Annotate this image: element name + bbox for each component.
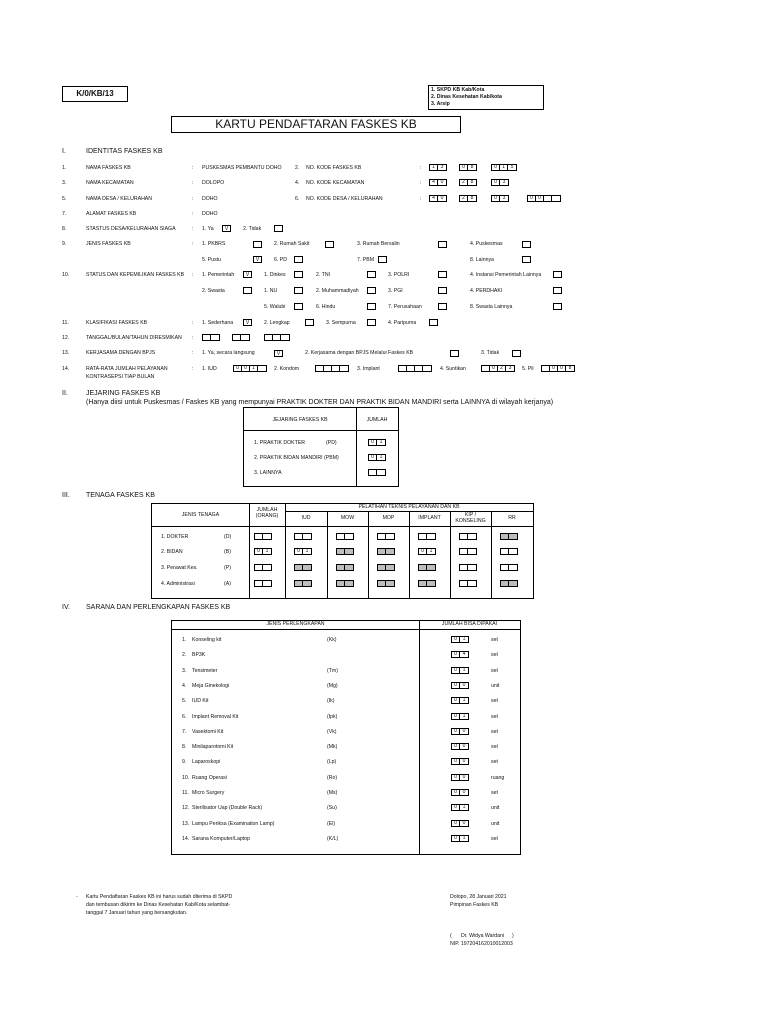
unit-label: unit (491, 820, 500, 827)
column-header: RR (508, 515, 516, 521)
checkbox-pustu[interactable]: V (253, 256, 262, 263)
equipment-name: Minilaparotomi Kit (192, 744, 234, 751)
section-title: JEJARING FASKES KB (86, 390, 161, 397)
jumlah-boxes[interactable]: 0 1 (451, 835, 469, 842)
option-label: 3. POLRI (388, 272, 410, 278)
table-row-label: 2. BIDAN (161, 549, 183, 555)
row-number: 9. (182, 759, 187, 766)
equipment-name: Konseling kit (192, 637, 222, 643)
row-number: 11. (182, 790, 189, 796)
checkbox-ya[interactable]: V (222, 225, 231, 232)
rr-boxes (500, 533, 518, 540)
option-label: 1. NU (264, 288, 278, 294)
field-label: KERJASAMA DENGAN BPJS (86, 350, 156, 356)
equipment-name: Micro Surgery (192, 790, 225, 796)
date-day-boxes[interactable] (202, 334, 220, 341)
option-label: 6. Hindu (316, 304, 336, 310)
jumlah-boxes[interactable]: 0 1 (451, 713, 469, 720)
kip-boxes[interactable] (459, 580, 477, 587)
rr-boxes (500, 580, 518, 587)
checkbox-sederhana[interactable]: V (243, 319, 252, 326)
colon: : (192, 366, 194, 372)
checkbox-instansi-lainnya[interactable] (553, 271, 562, 278)
code-boxes[interactable]: 0 3 (491, 179, 509, 186)
checkbox-sempurna[interactable] (367, 319, 376, 326)
jumlah-boxes[interactable]: 0 0 (451, 682, 469, 689)
table-row-label: 2. PRAKTIK BIDAN MANDIRI (PBM) (254, 455, 339, 461)
option-label: 4. Puskesmas (470, 241, 503, 247)
option-label: 1. Sederhana (202, 320, 234, 326)
option-label: 2. Rumah Sakit (274, 241, 310, 247)
colon: : (192, 350, 194, 356)
jumlah-boxes[interactable]: 0 1 (368, 454, 386, 461)
option-label: 4. Instansi Pemerintah Lainnya (470, 272, 542, 278)
bracket-close: ) (512, 933, 514, 939)
implant-boxes (418, 580, 436, 587)
unit-label: unit (491, 682, 500, 689)
mop-boxes (377, 580, 395, 587)
checkbox-dinkes[interactable] (294, 271, 303, 278)
sarana-table (171, 620, 521, 855)
row-number: 8. (182, 744, 187, 751)
column-header: PELATIHAN TEKNIS PELAYANAN DAN KB (358, 504, 460, 510)
section-number: I. (62, 148, 66, 155)
option-label: 3. Tidak (481, 350, 500, 356)
option-label: 5. Pustu (202, 257, 222, 263)
column-header: MOW (340, 515, 355, 521)
unit-label: ruang (491, 774, 505, 781)
column-header: JENIS TENAGA (181, 512, 220, 518)
table-row-label: 3. LAINNYA (254, 470, 282, 476)
table-row-label: 3. Perawat Kes. (161, 565, 198, 571)
checkbox-polri[interactable] (438, 271, 447, 278)
checkbox-hindu[interactable] (367, 303, 376, 310)
field-value: PUSKESMAS PEMBANTU DOHO (202, 165, 282, 171)
field-value: DOLOPO (202, 180, 225, 186)
checkbox-bpjs-tidak[interactable] (512, 350, 521, 357)
checkbox-rumah-bersalin[interactable] (438, 241, 447, 248)
note-line: Kartu Pendaftaran Faskes KB ini harus sudah diterima di SKPD (86, 894, 233, 900)
row-number: 1. (62, 165, 67, 171)
equipment-name: Lampu Periksa (Examination Lamp) (192, 820, 275, 827)
option-label: 2. Lengkap (264, 320, 290, 326)
bracket-open: ( (450, 933, 452, 939)
equipment-code: (Ms) (327, 790, 338, 796)
table-row-label: 1. PRAKTIK DOKTER (254, 440, 306, 446)
jumlah-boxes[interactable]: 0 0 (451, 774, 469, 781)
checkbox-bpjs-melalui[interactable] (450, 350, 459, 357)
row-number: 1. (182, 637, 187, 643)
equipment-name: Tensimeter (192, 667, 218, 674)
table-row-code: (PD) (326, 440, 337, 446)
place-date: Dolopo, 28 Januari 2021 (450, 894, 507, 900)
row-number: 12. (62, 335, 70, 341)
row-number: 7. (62, 211, 67, 217)
count-kondom[interactable] (315, 365, 349, 372)
section-number: II. (62, 390, 68, 397)
row-number: 10. (182, 774, 190, 781)
unit-label: set (491, 713, 498, 720)
checkbox-walubi[interactable] (294, 303, 303, 310)
colon: : (192, 335, 194, 341)
option-label: 2. Muhammadiyah (316, 288, 359, 294)
kip-boxes[interactable] (459, 533, 477, 540)
mow-boxes (336, 548, 354, 555)
field-label: STATUS DAN KEPEMILIKAN FASKES KB (86, 272, 185, 278)
field-value: DOHO (202, 196, 218, 202)
checkbox-paripurna[interactable] (429, 319, 438, 326)
equipment-code: (Ik) (327, 698, 335, 705)
checkbox-rumah-sakit[interactable] (325, 241, 334, 248)
checkbox-pd[interactable] (294, 256, 303, 263)
option-label: 1. Ya, secara langsung (202, 350, 255, 356)
checkbox-pbm[interactable] (378, 256, 387, 263)
row-number: 14. (62, 366, 70, 372)
section-title: IDENTITAS FASKES KB (86, 148, 163, 155)
unit-label: set (491, 835, 498, 842)
checkbox-perusahaan[interactable] (438, 303, 447, 310)
code-boxes[interactable]: 0 0 (527, 195, 561, 202)
jumlah-boxes[interactable] (254, 533, 272, 540)
mop-boxes (377, 548, 395, 555)
jumlah-boxes[interactable] (254, 580, 272, 587)
implant-boxes (418, 564, 436, 571)
mow-boxes (336, 580, 354, 587)
field-label: KONTRASEPSI TIAP BULAN (86, 374, 155, 380)
equipment-name: Sarana Komputer/Laptop (192, 835, 250, 842)
option-label: 1. Ya (202, 226, 214, 232)
equipment-name: Vasektomi Kit (192, 728, 224, 735)
iud-boxes[interactable] (294, 533, 312, 540)
page-title: KARTU PENDAFTARAN FASKES KB (171, 116, 461, 133)
option-label: 2. Kondom (274, 366, 300, 372)
field-label: TANGGAL/BULAN/TAHUN DIRESMIKAN (86, 335, 182, 341)
row-number: 14. (182, 835, 190, 842)
column-header: JENIS PERLENGKAPAN (266, 621, 325, 627)
option-label: 1. PKBRS (202, 241, 226, 247)
form-code: K/0/KB/13 (62, 86, 128, 102)
row-number: 8. (62, 226, 67, 232)
field-label: JENIS FASKES KB (86, 241, 131, 247)
section-title: TENAGA FASKES KB (86, 492, 155, 499)
jumlah-boxes[interactable]: 0 0 (451, 728, 469, 735)
row-number: 9. (62, 241, 67, 247)
equipment-code: (Mg) (327, 682, 338, 689)
row-number: 5. (62, 196, 67, 202)
jumlah-boxes[interactable]: 0 1 (451, 636, 469, 643)
checkbox-lainnya[interactable] (522, 256, 531, 263)
checkbox-nu[interactable] (294, 287, 303, 294)
equipment-name: Ruang Operasi (192, 774, 227, 781)
table-row-code: (P) (224, 565, 231, 571)
count-iud[interactable]: 0 0 1 (233, 365, 267, 372)
row-number: 2. (182, 652, 187, 659)
section-number: III. (62, 492, 70, 499)
code-boxes[interactable]: 4 0 (429, 195, 447, 202)
distribution-box (428, 85, 544, 110)
rr-boxes[interactable] (500, 564, 518, 571)
field-value: DOHO (202, 211, 218, 217)
field-label: NO. KODE DESA / KELURAHAN (306, 196, 383, 202)
row-number: 13. (62, 350, 70, 356)
equipment-name: Sterilisator Uap (Double Rack) (192, 805, 263, 812)
equipment-code: (Vk) (327, 728, 337, 735)
equipment-code: (Kk) (327, 637, 337, 643)
option-label: 7. Perusahaan (388, 304, 422, 310)
option-label: 8. Lainnya (470, 257, 494, 263)
option-label: 5. Pil (522, 366, 534, 372)
distribution-line: 3. Arsip (431, 101, 450, 107)
option-label: 1. IUD (202, 366, 217, 372)
checkbox-swasta[interactable] (243, 287, 252, 294)
jumlah-boxes[interactable]: 0 4 (451, 651, 469, 658)
option-label: 2. Swasta (202, 288, 225, 294)
code-boxes[interactable]: 2 8 (459, 179, 477, 186)
row-number: 3. (182, 667, 187, 674)
checkbox-pemerintah[interactable]: V (243, 271, 252, 278)
field-label: KLASIFIKASI FASKES KB (86, 320, 148, 326)
column-header: IMPLANT (418, 515, 441, 521)
jumlah-boxes[interactable]: 0 1 (368, 439, 386, 446)
unit-label: set (491, 759, 498, 766)
jumlah-boxes[interactable]: 0 0 (451, 789, 469, 796)
equipment-code: (Lp) (327, 759, 337, 766)
field-label: NAMA FASKES KB (86, 165, 131, 171)
row-number: 10. (62, 272, 70, 278)
jejaring-table (243, 407, 399, 487)
option-label: 6. PD (274, 257, 287, 263)
count-suntikan[interactable]: 0 2 3 (481, 365, 515, 372)
colon: : (192, 272, 194, 278)
date-month-boxes[interactable] (232, 334, 250, 341)
option-label: 5. Walubi (264, 304, 286, 310)
option-label: 3. Sempurna (326, 320, 356, 326)
colon: : (192, 180, 194, 186)
code-boxes[interactable]: 0 8 (459, 164, 477, 171)
equipment-code: (Tm) (327, 667, 338, 674)
colon: : (192, 196, 194, 202)
code-boxes[interactable]: 1 3 (429, 164, 447, 171)
date-year-boxes[interactable] (264, 334, 290, 341)
unit-label: set (491, 728, 498, 735)
code-boxes[interactable]: 0 3 (491, 195, 509, 202)
colon: : (192, 320, 194, 326)
colon: : (192, 211, 194, 217)
jumlah-boxes[interactable]: 0 1 (451, 697, 469, 704)
jumlah-boxes[interactable]: 0 1 (254, 548, 272, 555)
unit-label: set (491, 698, 498, 705)
equipment-name: Laparoskopi (192, 759, 221, 766)
equipment-name: Meja Ginekologi (192, 682, 230, 689)
option-label: 1. Dinkes (264, 272, 286, 278)
option-label: 2. TNI (316, 272, 331, 278)
option-label: 4. Suntikan (440, 366, 466, 372)
checkbox-tidak[interactable] (274, 225, 283, 232)
equipment-name: Implant Removal Kit (192, 713, 239, 720)
jumlah-boxes[interactable]: 0 0 (451, 743, 469, 750)
table-row-label: 4. Administrasi (161, 581, 195, 587)
unit-label: unit (491, 805, 500, 812)
jumlah-boxes[interactable]: 0 0 (451, 758, 469, 765)
row-number: 11. (62, 320, 69, 326)
note-dash: - (76, 894, 78, 900)
tenaga-table (151, 503, 534, 599)
code-boxes[interactable]: 0 1 5 (491, 164, 517, 171)
field-label: NAMA KECAMATAN (86, 180, 134, 186)
checkbox-swasta-lainnya[interactable] (553, 303, 562, 310)
unit-label: set (491, 790, 498, 796)
row-number: 4. (295, 180, 300, 186)
option-label: 2. Tidak (243, 226, 262, 232)
column-header: IUD (301, 515, 311, 521)
equipment-name: BP3K (192, 652, 206, 659)
rr-boxes[interactable] (500, 548, 518, 555)
jumlah-boxes[interactable] (368, 469, 386, 476)
mop-boxes (377, 564, 395, 571)
option-label: 3. PGI (388, 288, 403, 294)
option-label: 8. Swasta Lainnya (470, 304, 513, 310)
equipment-code: (El) (327, 820, 336, 827)
colon: : (420, 165, 422, 171)
field-label: ALAMAT FASKES KB (86, 211, 137, 217)
checkbox-perdhaki[interactable] (553, 287, 562, 294)
checkbox-tni[interactable] (367, 271, 376, 278)
count-implant[interactable] (398, 365, 432, 372)
section-number: IV. (62, 604, 70, 611)
implant-boxes[interactable]: 0 1 (418, 548, 436, 555)
colon: : (192, 165, 194, 171)
jumlah-boxes[interactable]: 0 1 (451, 667, 469, 674)
checkbox-muhammadiyah[interactable] (367, 287, 376, 294)
checkbox-bpjs-langsung[interactable]: V (274, 350, 283, 357)
iud-boxes[interactable]: 0 1 (294, 548, 312, 555)
unit-label: set (491, 667, 498, 674)
row-number: 13. (182, 820, 190, 827)
row-number: 6. (295, 196, 300, 202)
checkbox-pgi[interactable] (438, 287, 447, 294)
note-line: dan tembusan dikirim ke Dinas Kesehatan Kab/Kota selambat- (86, 902, 231, 908)
implant-boxes[interactable] (418, 533, 436, 540)
signer-name: Dr. Widya Wardani (461, 933, 505, 939)
row-number: 6. (182, 713, 187, 720)
field-label: RATA-RATA JUMLAH PELAYANAN (86, 366, 168, 372)
iud-boxes (294, 564, 312, 571)
mow-boxes[interactable] (336, 533, 354, 540)
checkbox-pkbrs[interactable] (253, 241, 262, 248)
row-number: 5. (182, 698, 187, 705)
column-header: MOP (382, 515, 395, 521)
colon: : (420, 196, 422, 202)
table-row-label: 1. DOKTER (161, 534, 189, 540)
checkbox-puskesmas[interactable] (522, 241, 531, 248)
column-header: JUMLAH (ORANG) (255, 507, 279, 519)
jumlah-boxes[interactable]: 0 1 (451, 804, 469, 811)
table-row-code: (D) (224, 534, 232, 540)
signer-role: Pimpinan Faskes KB (450, 902, 499, 908)
row-number: 4. (182, 682, 187, 689)
jumlah-boxes[interactable] (254, 564, 272, 571)
count-pil[interactable]: 0 0 8 (541, 365, 575, 372)
unit-label: set (491, 652, 498, 659)
code-boxes[interactable]: 2 8 (459, 195, 477, 202)
table-row-code: (B) (224, 549, 231, 555)
field-label: NAMA DESA / KELURAHAN (86, 196, 153, 202)
row-number: 2. (295, 165, 300, 171)
checkbox-lengkap[interactable] (305, 319, 314, 326)
column-header: KIP / KONSELING (455, 512, 486, 524)
row-number: 12. (182, 805, 190, 812)
option-label: 4. Paripurna (388, 320, 417, 326)
table-row-code: (A) (224, 581, 231, 587)
option-label: 3. Rumah Bersalin (357, 241, 400, 247)
colon: : (420, 180, 422, 186)
equipment-code: (K/L) (327, 835, 339, 842)
equipment-code: (Su) (327, 805, 337, 812)
equipment-code: (Ipk) (327, 713, 338, 720)
row-number: 7. (182, 728, 187, 735)
mow-boxes (336, 564, 354, 571)
column-header: JUMLAH BISA DIPAKAI (441, 621, 498, 627)
note-line: tanggal 7 Januari tahun yang bersangkutan. (86, 910, 188, 916)
unit-label: set (491, 637, 498, 643)
section-subtitle: (Hanya diisi untuk Puskesmas / Faskes KB yang mempunyai PRAKTIK DOKTER DAN PRAKTIK BIDAN MANDIRI serta LAINNYA di wilayah kerjanya) (86, 399, 554, 406)
distribution-line: 2. Dinas Kesehatan Kab/kota (431, 94, 502, 100)
equipment-name: IUD Kit (192, 698, 209, 705)
iud-boxes (294, 580, 312, 587)
kip-boxes[interactable] (459, 548, 477, 555)
field-label: STASTUS DESA/KELURAHAN SIAGA (86, 226, 176, 232)
distribution-line: 1. SKPD KB Kab/Kota (431, 87, 485, 93)
colon: : (192, 241, 194, 247)
kip-boxes[interactable] (459, 564, 477, 571)
colon: : (192, 226, 194, 232)
column-header: JUMLAH (366, 417, 388, 423)
option-label: 3. Implant (357, 366, 380, 372)
code-boxes[interactable]: 4 0 (429, 179, 447, 186)
option-label: 4. PERDHAKI (470, 288, 503, 294)
field-label: NO. KODE KECAMATAN (306, 180, 365, 186)
equipment-code: (Mk) (327, 744, 338, 751)
signer-nip: NIP. 197204162010012003 (450, 941, 513, 947)
column-header: JEJARING FASKES KB (272, 417, 328, 423)
jumlah-boxes[interactable]: 0 0 (451, 820, 469, 827)
field-label: NO. KODE FASKES KB (306, 165, 362, 171)
option-label: 2. Kerjasama dengan BPJS Melalui Faskes KB (305, 350, 414, 356)
equipment-code: (Ro) (327, 774, 338, 781)
option-label: 7. PBM (357, 257, 375, 263)
mop-boxes[interactable] (377, 533, 395, 540)
section-title: SARANA DAN PERLENGKAPAN FASKES KB (86, 604, 231, 611)
option-label: 1. Pemerintah (202, 272, 235, 278)
row-number: 3. (62, 180, 67, 186)
unit-label: set (491, 744, 498, 751)
